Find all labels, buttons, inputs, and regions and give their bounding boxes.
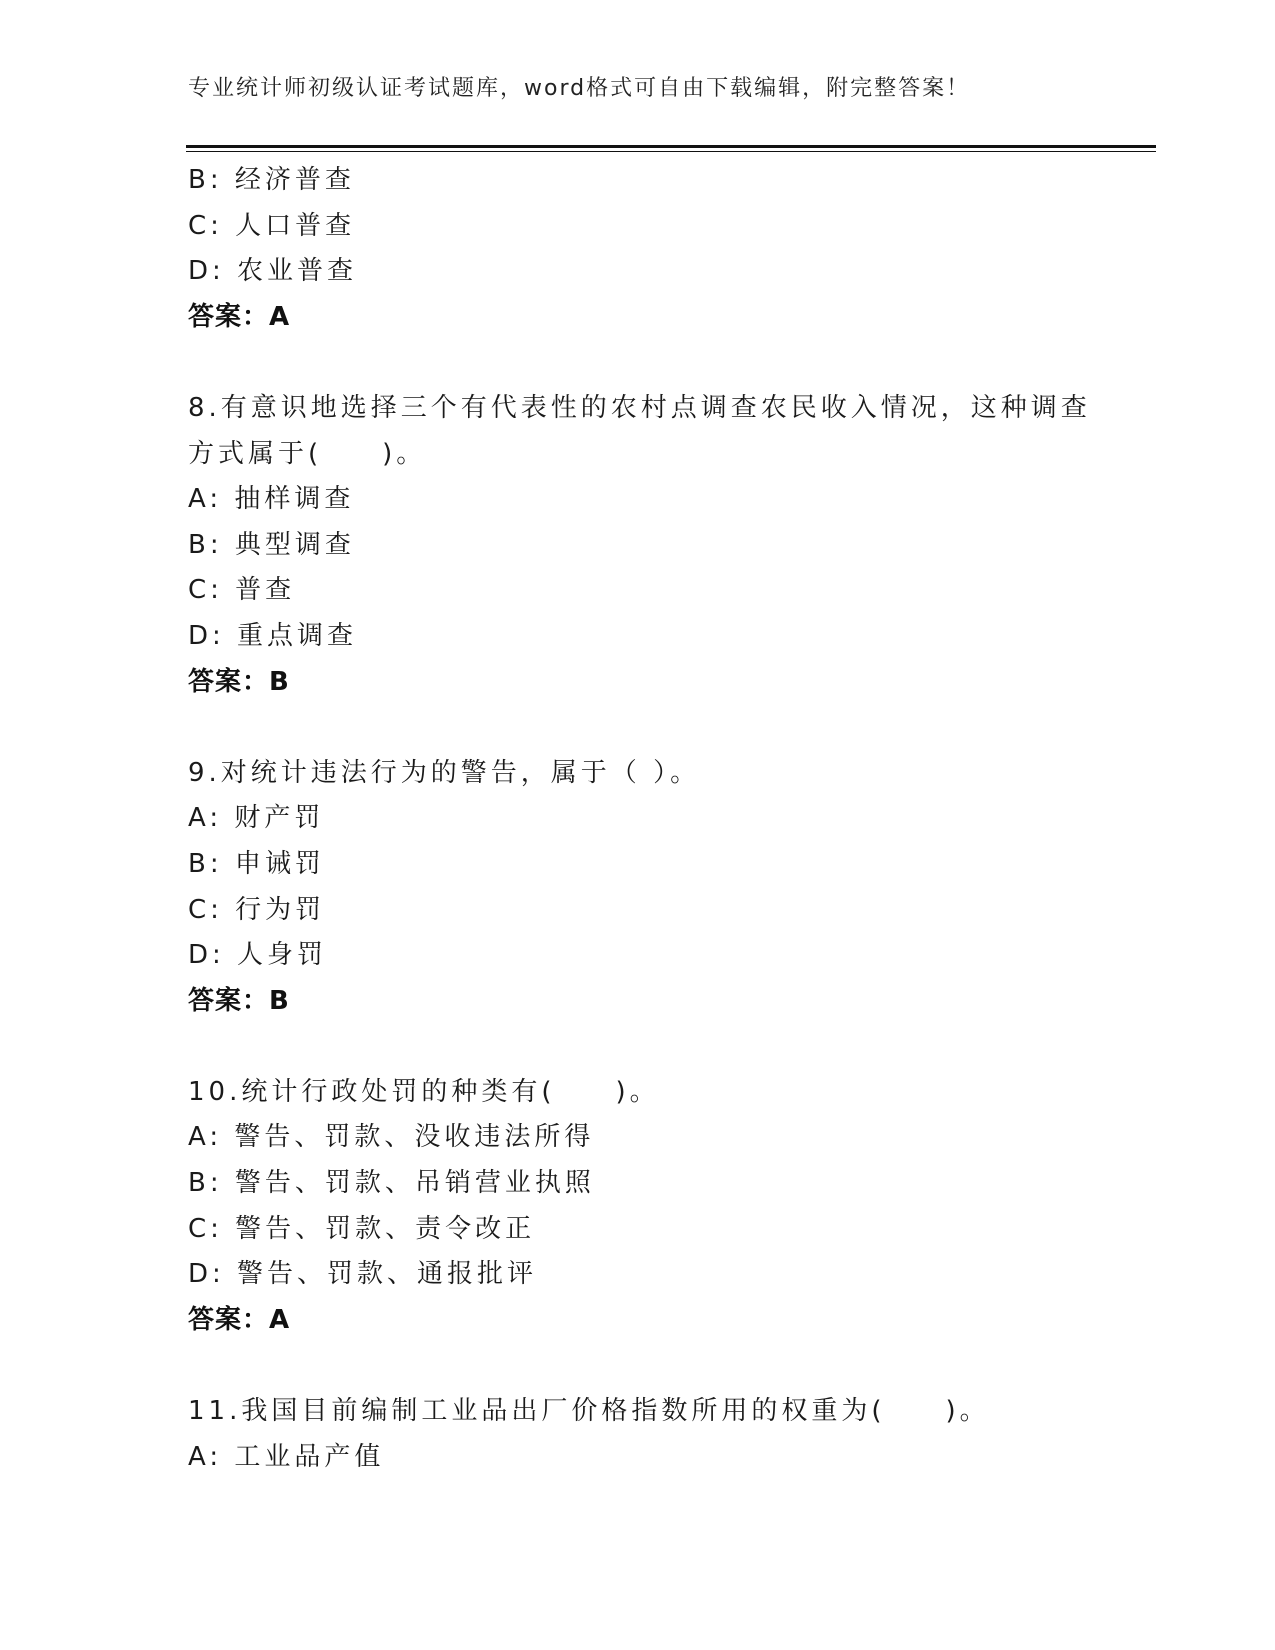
- option-item: C: 警告、罚款、责令改正: [188, 1213, 536, 1244]
- option-item: A: 工业品产值: [188, 1441, 385, 1472]
- question-text: 9.对统计违法行为的警告，属于（ ）。: [188, 757, 701, 788]
- answer-line: 答案：A: [188, 1304, 291, 1335]
- block-spacer: [188, 1024, 1138, 1070]
- question-text: 10.统计行政处罚的种类有( )。: [188, 1076, 660, 1107]
- block-spacer: [188, 1343, 1138, 1389]
- option-item: D: 警告、罚款、通报批评: [188, 1259, 538, 1290]
- question-text: 方式属于( )。: [188, 438, 427, 469]
- question-content: [188, 158, 1138, 1480]
- answer-line: 答案：B: [188, 985, 290, 1016]
- block-spacer: [188, 705, 1138, 751]
- question-text: 8.有意识地选择三个有代表性的农村点调查农民收入情况，这种调查: [188, 392, 1091, 423]
- option-item: D: 重点调查: [188, 620, 358, 651]
- option-item: A: 抽样调查: [188, 484, 355, 515]
- question-text: 11.我国目前编制工业品出厂价格指数所用的权重为( )。: [188, 1396, 990, 1427]
- answer-line: 答案：A: [188, 301, 291, 332]
- option-item: A: 财产罚: [188, 803, 325, 834]
- option-item: C: 行为罚: [188, 894, 326, 925]
- option-item: B: 典型调查: [188, 529, 355, 560]
- block-spacer: [188, 340, 1138, 386]
- option-item: B: 经济普查: [188, 165, 355, 195]
- option-item: A: 警告、罚款、没收违法所得: [188, 1122, 595, 1153]
- option-item: B: 警告、罚款、吊销营业执照: [188, 1168, 595, 1199]
- header-rule-thick: [186, 145, 1156, 148]
- answer-line: 答案：B: [188, 666, 290, 697]
- option-item: B: 申诫罚: [188, 848, 325, 879]
- option-item: D: 农业普查: [188, 256, 358, 287]
- option-item: C: 人口普查: [188, 210, 356, 241]
- option-item: C: 普查: [188, 575, 296, 606]
- option-item: D: 人身罚: [188, 940, 328, 971]
- page-header: 专业统计师初级认证考试题库，word格式可自由下载编辑，附完整答案！: [188, 76, 971, 101]
- header-rule-thin: [186, 151, 1156, 152]
